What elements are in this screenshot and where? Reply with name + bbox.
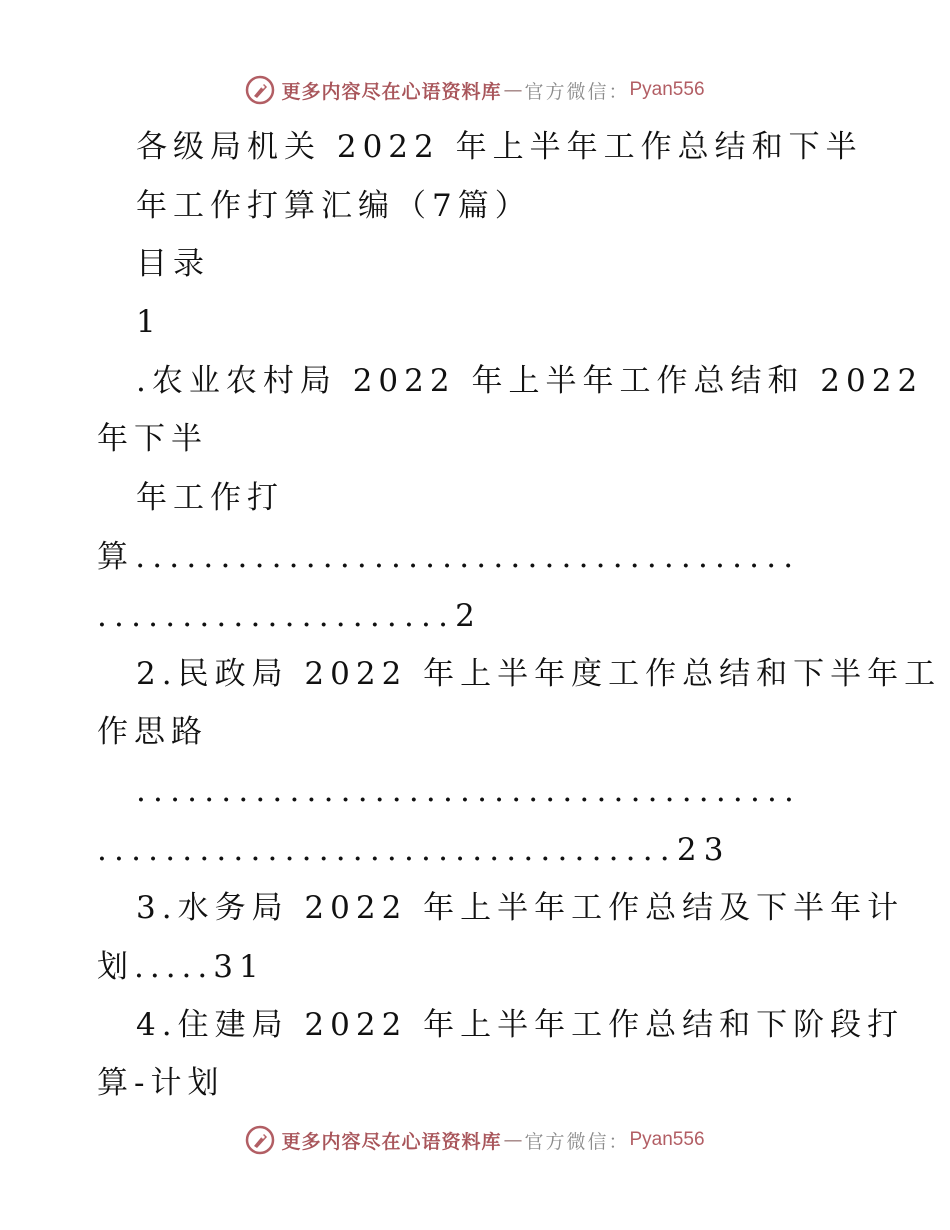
document-title-line-1: 各级局机关 2022 年上半年工作总结和下半 [136,129,863,165]
toc-entry-1-line-b: 年下半 [97,421,208,457]
watermark-official-label: 官方微信： [524,80,630,103]
toc-entry-4-line-a: 4.住建局 2022 年上半年工作总结和下阶段打 [136,1007,905,1043]
pen-nib-logo-icon [245,1125,275,1155]
toc-entry-4-line-b: 算-计划 [97,1065,225,1101]
watermark-dash: — [503,79,523,101]
toc-entry-1-page: .....................2 [97,598,483,634]
toc-entry-1-line-c: 年工作打 [136,480,284,516]
watermark-brand: 更多内容尽在心语资料库 [281,80,502,103]
watermark-banner-top [0,70,950,110]
watermark-brand: 更多内容尽在心语资料库 [281,1130,502,1153]
toc-entry-2-page: ..................................23 [97,832,731,868]
toc-entry-3-line-a: 3.水务局 2022 年上半年工作总结及下半年计 [136,890,905,926]
watermark-banner-bottom [0,1120,950,1160]
toc-entry-2-line-c: ....................................... [136,773,802,809]
toc-entry-3-page: 划.....31 [97,949,265,985]
toc-entry-1-line-a: .农业农村局 2022 年上半年工作总结和 2022 [136,363,924,399]
toc-entry-1-line-d: 算....................................... [97,539,801,575]
watermark-wechat-id: Pyan556 [629,1129,705,1150]
toc-heading: 目录 [136,246,210,282]
toc-entry-1-number: 1 [136,304,162,340]
watermark-wechat-id: Pyan556 [629,79,705,100]
watermark-official-label: 官方微信： [524,1130,630,1153]
watermark-dash: — [503,1129,523,1151]
pen-nib-logo-icon [245,75,275,105]
toc-entry-2-line-b: 作思路 [97,714,208,750]
document-title-line-2: 年工作打算汇编（7篇） [136,188,532,224]
toc-entry-2-line-a: 2.民政局 2022 年上半年度工作总结和下半年工 [136,656,942,692]
